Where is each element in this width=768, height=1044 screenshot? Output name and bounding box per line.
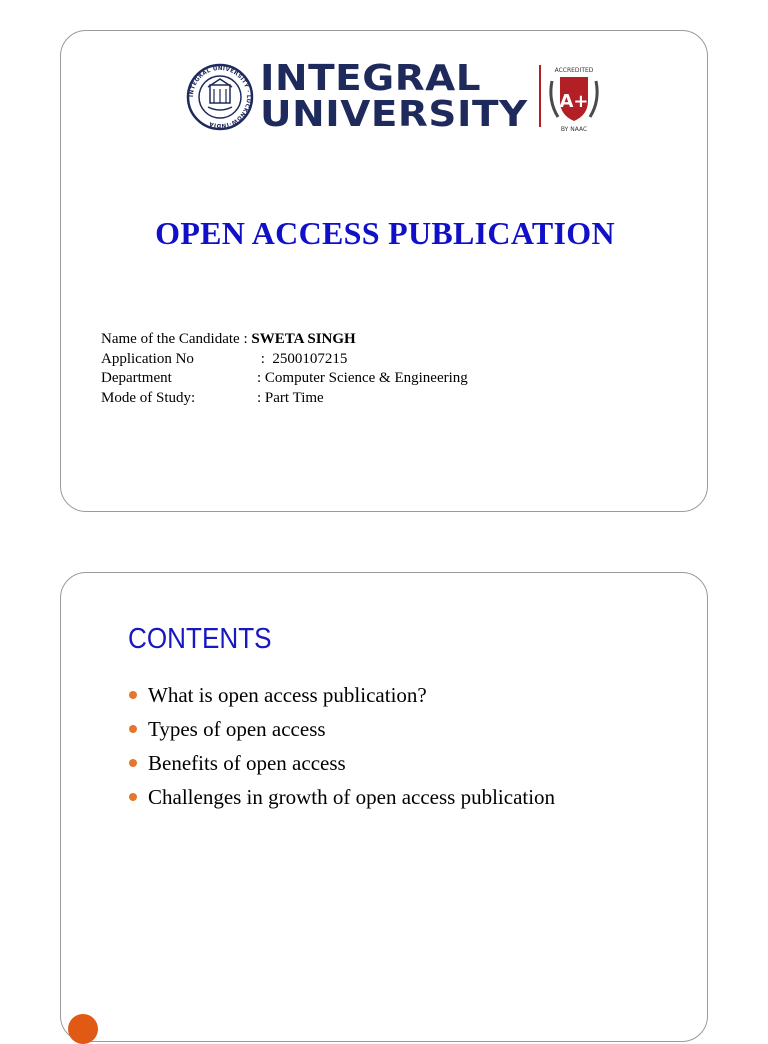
detail-value: Part Time [264,390,324,407]
candidate-details [101,330,468,409]
detail-separator: : [257,370,265,387]
detail-label: Application No [101,350,194,367]
list-item-text: What is open access publication? [148,683,427,707]
badge-top-text: ACCREDITED [554,67,594,74]
bullet-dot-icon [129,691,137,699]
detail-value: 2500107215 [272,350,348,367]
wordmark-line-1: INTEGRAL [260,58,482,99]
list-item [129,678,555,712]
list-item-text: Challenges in growth of open access publication [148,785,556,809]
slide-title: OPEN ACCESS PUBLICATION [155,215,615,251]
detail-separator: : [257,350,273,367]
bullet-dot-icon [129,793,137,801]
bullet-dot-icon [129,725,137,733]
detail-row-mode [101,389,468,409]
list-item [129,746,555,780]
contents-slide [60,572,708,1042]
list-item-text: Benefits of open access [148,751,346,775]
detail-row-application [101,350,468,370]
detail-separator: : [257,390,265,407]
slide-corner-ornament [68,1014,98,1044]
seal-ring-text: INTEGRAL UNIVERSITY · LUCKNOW·INDIA [188,65,252,129]
university-seal-icon [186,63,254,131]
bullet-dot-icon [129,759,137,767]
wordmark-line-2: UNIVERSITY [260,94,528,135]
detail-label: Department [101,370,172,387]
contents-list [129,678,555,814]
list-item [129,780,555,814]
detail-row-name [101,330,468,350]
university-wordmark [260,58,540,135]
badge-grade: A+ [559,91,589,112]
university-logo [186,58,606,137]
badge-bottom-text: BY NAAC [560,126,588,133]
detail-value: SWETA SINGH [251,331,356,347]
detail-label: Mode of Study: [101,390,196,407]
detail-label: Name of the Candidate [101,331,240,347]
list-item-text: Types of open access [148,717,326,741]
logo-divider [539,65,541,127]
contents-heading: CONTENTS [128,623,272,655]
detail-row-department [101,369,468,389]
naac-accreditation-badge-icon [544,61,604,133]
list-item [129,712,555,746]
detail-value: Computer Science & Engineering [264,370,468,387]
title-slide [60,30,708,512]
detail-separator: : [239,331,252,347]
